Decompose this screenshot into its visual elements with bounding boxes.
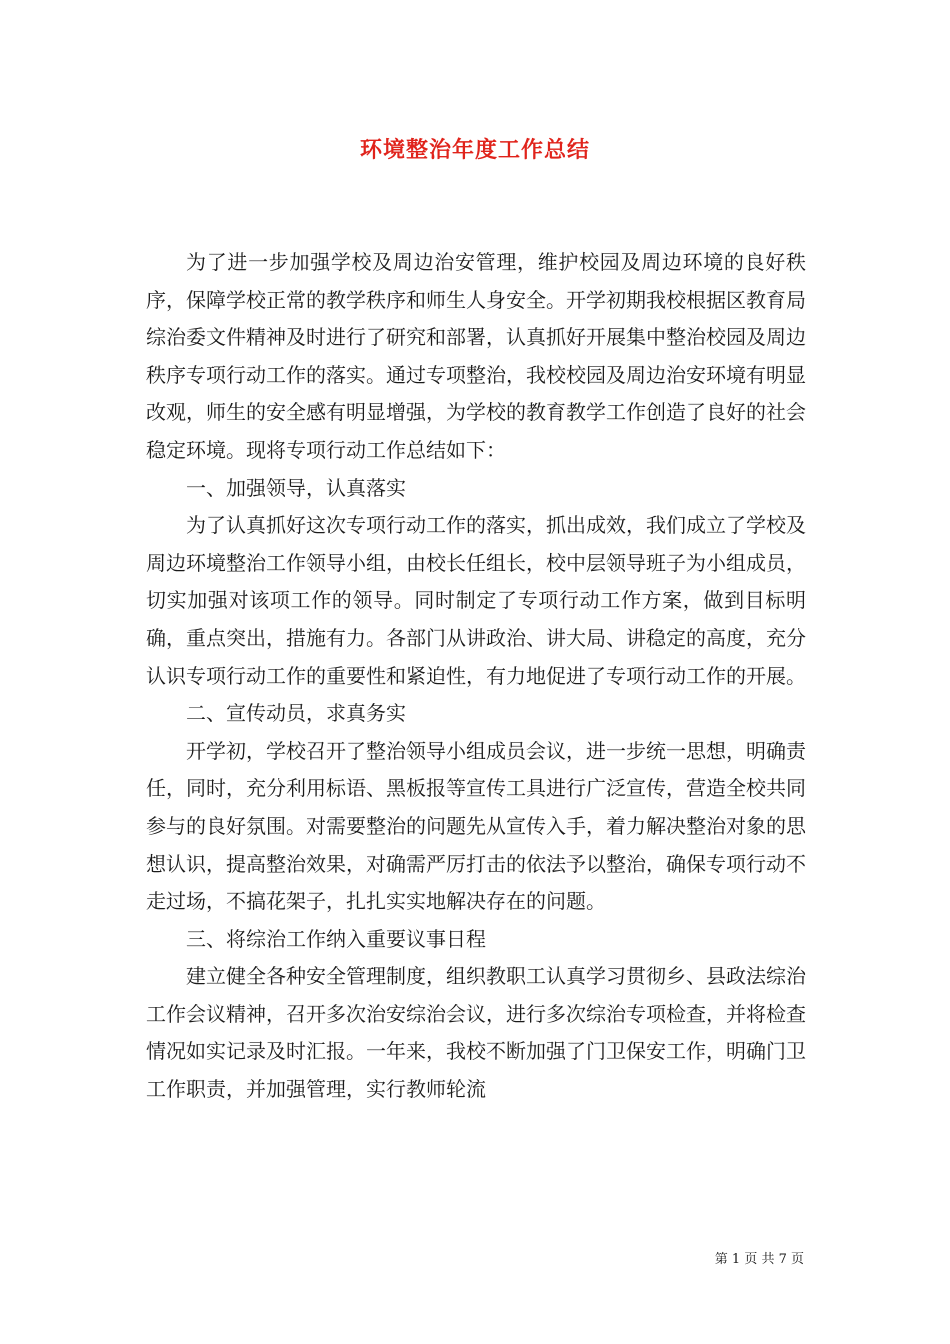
document-title: 环境整治年度工作总结 [359, 137, 590, 163]
page-number-footer: 第 1 页 共 7 页 [714, 1252, 804, 1267]
paragraph-section-3: 建立健全各种安全管理制度，组织教职工认真学习贯彻乡、县政法综治工作会议精神，召开多次治安综治会议，进行多次综治专项检查，并将检查情况如实记录及时汇报。一年来，我校不断加强了门卫保安工作，明确门卫工作职责，并加强管理，实行教师轮流 [146, 964, 806, 1102]
paragraph-section-1: 为了认真抓好这次专项行动工作的落实，抓出成效，我们成立了学校及周边环境整治工作领导小组，由校长任组长，校中层领导班子为小组成员，切实加强对该项工作的领导。同时制定了专项行动工作方案，做到目标明确，重点突出，措施有力。各部门从讲政治、讲大局、讲稳定的高度，充分认识专项行动工作的重要性和紧迫性，有力地促进了专项行动工作的开展。 [146, 513, 806, 688]
section-heading-3: 三、将综治工作纳入重要议事日程 [186, 926, 486, 951]
section-heading-1: 一、加强领导，认真落实 [186, 475, 406, 500]
paragraph-intro: 为了进一步加强学校及周边治安管理，维护校园及周边环境的良好秩序，保障学校正常的教学秩序和师生人身安全。开学初期我校根据区教育局综治委文件精神及时进行了研究和部署，认真抓好开展集中整治校园及周边秩序专项行动工作的落实。通过专项整治，我校校园及周边治安环境有明显改观，师生的安全感有明显增强，为学校的教育教学工作创造了良好的社会稳定环境。现将专项行动工作总结如下： [146, 250, 806, 462]
document-body [146, 244, 806, 1109]
section-heading-2: 二、宣传动员，求真务实 [186, 701, 406, 726]
paragraph-section-2: 开学初，学校召开了整治领导小组成员会议，进一步统一思想，明确责任，同时，充分利用标语、黑板报等宣传工具进行广泛宣传，营造全校共同参与的良好氛围。对需要整治的问题先从宣传入手，着力解决整治对象的思想认识，提高整治效果，对确需严厉打击的依法予以整治，确保专项行动不走过场，不搞花架子，扎扎实实地解决存在的问题。 [146, 738, 806, 914]
